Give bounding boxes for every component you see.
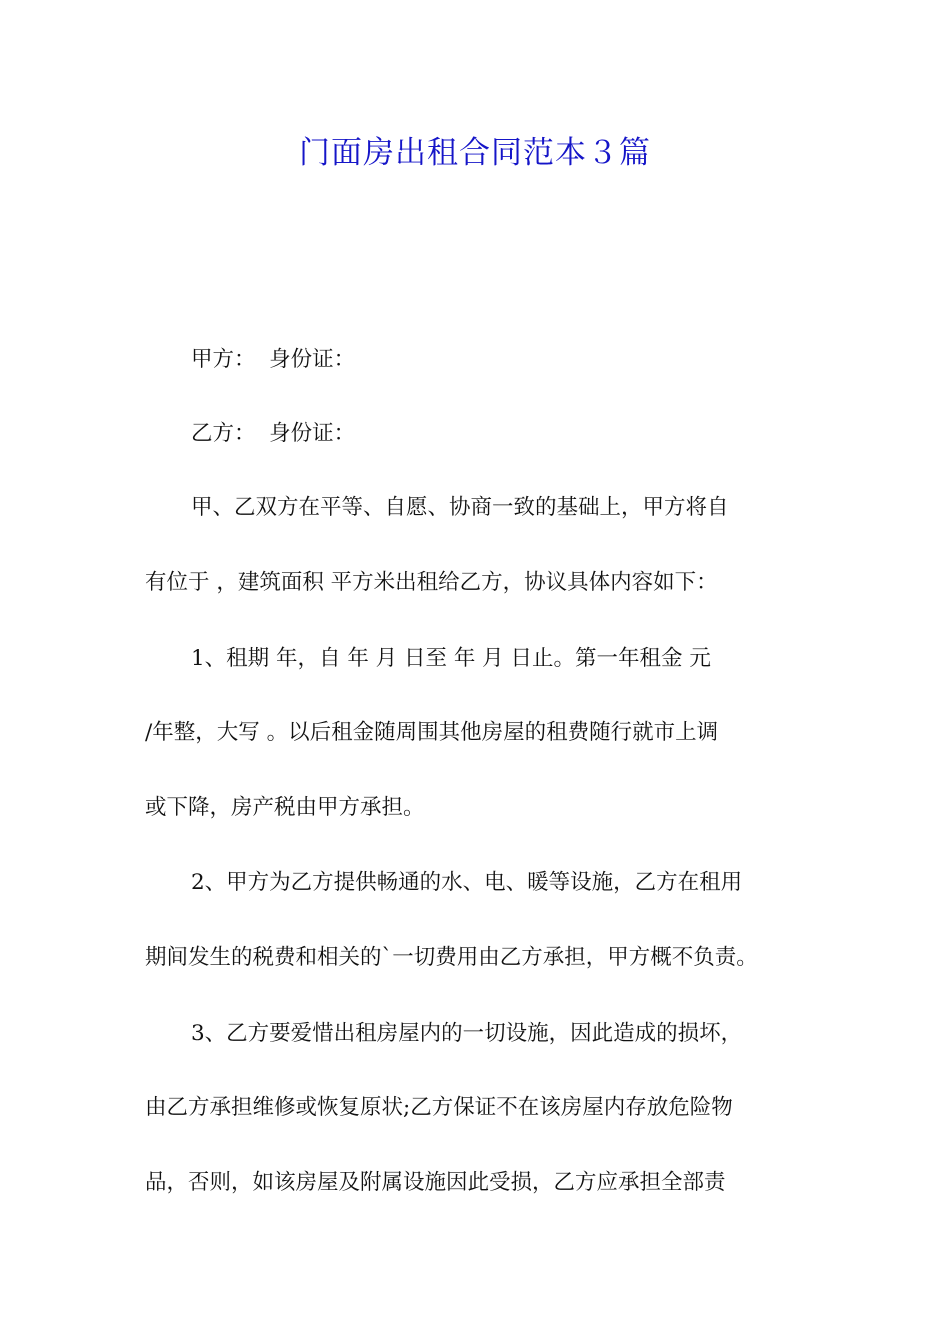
paragraph-line: 甲、乙双方在平等、自愿、协商一致的基础上，甲方将自: [191, 495, 729, 520]
party-a-line: 甲方： 身份证：: [191, 347, 356, 372]
paragraph-line: 有位于 ，建筑面积 平方米出租给乙方，协议具体内容如下：: [145, 570, 718, 595]
clause-1-line: 1、租期 年，自 年 月 日至 年 月 日止。第一年租金 元: [191, 646, 711, 671]
clause-3-line: 由乙方承担维修或恢复原状;乙方保证不在该房屋内存放危险物: [145, 1095, 733, 1120]
document-title: 门面房出租合同范本３篇: [299, 135, 651, 171]
clause-1-line: 或下降，房产税由甲方承担。: [145, 795, 425, 820]
clause-1-line: /年整，大写 。以后租金随周围其他房屋的租费随行就市上调: [145, 720, 719, 745]
clause-2-line: 2、甲方为乙方提供畅通的水、电、暖等设施，乙方在租用: [191, 870, 743, 895]
party-b-line: 乙方： 身份证：: [191, 421, 356, 446]
clause-3-line: 3、乙方要爱惜出租房屋内的一切设施，因此造成的损坏，: [191, 1021, 743, 1046]
clause-2-line: 期间发生的税费和相关的`一切费用由乙方承担，甲方概不负责。: [145, 945, 758, 970]
clause-3-line: 品，否则，如该房屋及附属设施因此受损，乙方应承担全部责: [145, 1170, 726, 1195]
